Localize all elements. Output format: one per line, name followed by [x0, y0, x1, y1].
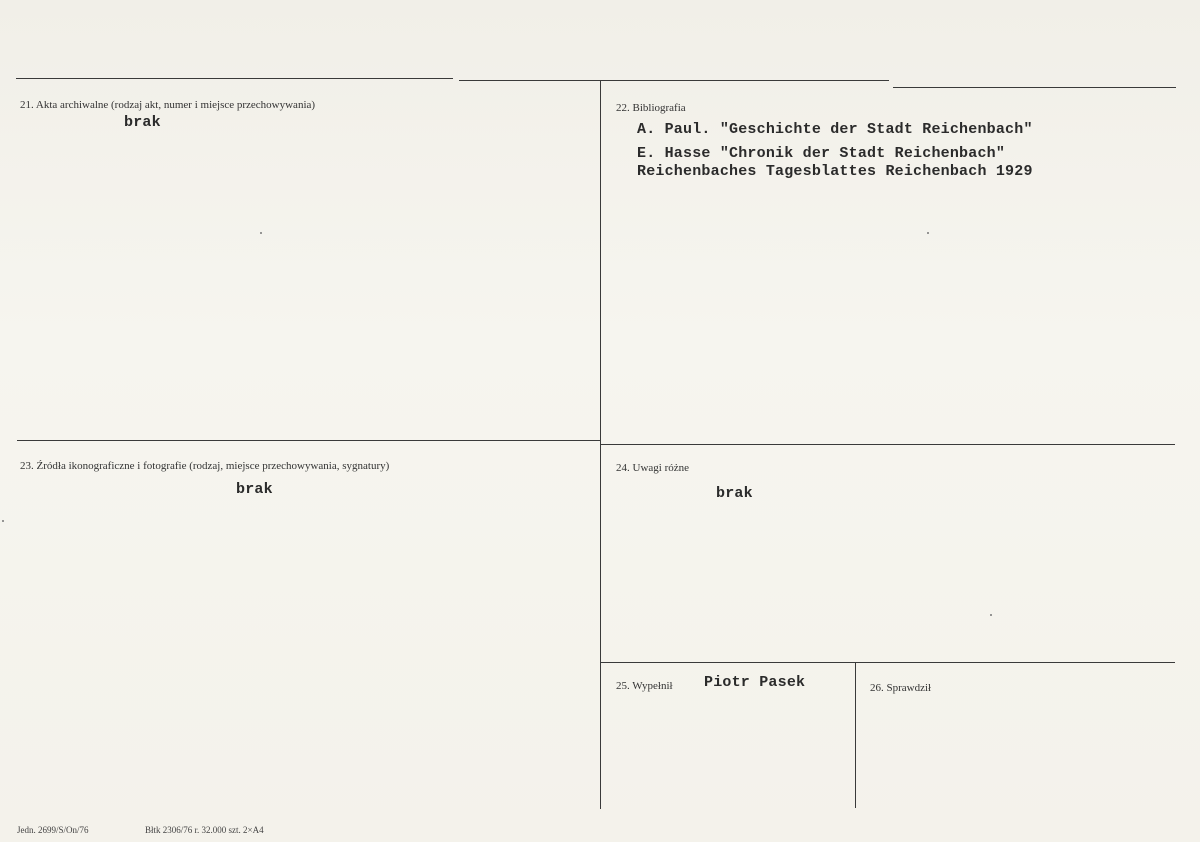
- top-rule-right: [893, 87, 1176, 88]
- paper-speck: [927, 232, 929, 234]
- bibliography-line-1: A. Paul. "Geschichte der Stadt Reichenbach": [637, 121, 1033, 138]
- vertical-divider: [600, 81, 601, 809]
- field-23-label: 23. Źródła ikonograficzne i fotografie (rodzaj, miejsce przechowywania, sygnatury): [20, 460, 390, 472]
- field-24-value: brak: [716, 485, 753, 502]
- field-25-label: 25. Wypełnił: [616, 680, 673, 692]
- signature-divider: [855, 662, 856, 808]
- bibliography-line-3: Reichenbaches Tagesblattes Reichenbach 1929: [637, 163, 1033, 180]
- top-rule-middle: [459, 80, 889, 81]
- footer-print-code: Jedn. 2699/S/On/76: [17, 825, 89, 835]
- middle-rule-right: [601, 444, 1175, 445]
- middle-rule-left: [17, 440, 600, 441]
- paper-speck: [260, 232, 262, 234]
- field-22-label: 22. Bibliografia: [616, 102, 686, 114]
- footer-print-run: Błtk 2306/76 r. 32.000 szt. 2×A4: [145, 825, 264, 835]
- paper-speck: [2, 520, 4, 522]
- field-21-value: brak: [124, 114, 161, 131]
- bibliography-line-2: E. Hasse "Chronik der Stadt Reichenbach": [637, 145, 1006, 162]
- field-21-label: 21. Akta archiwalne (rodzaj akt, numer i miejsce przechowywania): [20, 99, 316, 111]
- signature-rule: [601, 662, 1175, 663]
- field-23-value: brak: [236, 481, 273, 498]
- paper-speck: [990, 614, 992, 616]
- top-rule-left: [16, 78, 453, 79]
- field-24-label: 24. Uwagi różne: [616, 462, 690, 474]
- field-25-value: Piotr Pasek: [704, 674, 806, 691]
- field-26-label: 26. Sprawdził: [870, 682, 932, 694]
